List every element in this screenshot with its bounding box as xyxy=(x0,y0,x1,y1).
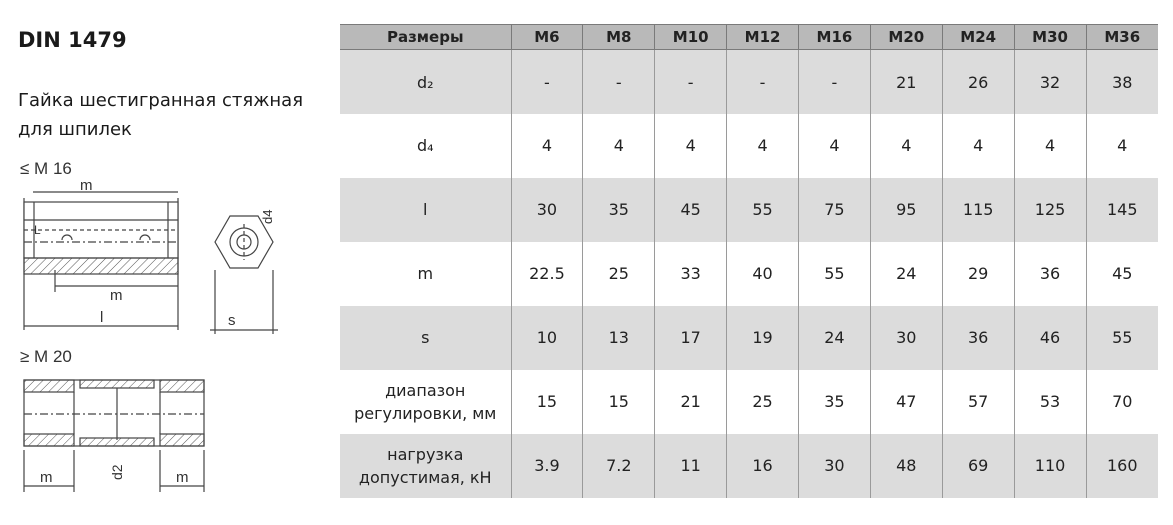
table-cell: - xyxy=(655,50,727,115)
column-header: M24 xyxy=(942,25,1014,50)
table-cell: 45 xyxy=(1086,242,1158,306)
dim-d4: d4 xyxy=(260,209,275,224)
table-cell: 36 xyxy=(1014,242,1086,306)
table-row-m xyxy=(340,242,1158,306)
table-cell: - xyxy=(583,50,655,115)
table-cell: 4 xyxy=(727,114,799,178)
column-header: M20 xyxy=(870,25,942,50)
dim-d2: d2 xyxy=(109,464,125,480)
row-label: d₄ xyxy=(340,114,511,178)
row-label-line: диапазон xyxy=(385,380,466,400)
row-label xyxy=(340,434,511,498)
table-cell: 115 xyxy=(942,178,1014,242)
table-cell: 24 xyxy=(870,242,942,306)
table-cell: 25 xyxy=(583,242,655,306)
row-label: m xyxy=(340,242,511,306)
table-cell: - xyxy=(511,50,583,115)
table-cell: 145 xyxy=(1086,178,1158,242)
table-cell: 38 xyxy=(1086,50,1158,115)
table-cell: 21 xyxy=(870,50,942,115)
table-cell: 30 xyxy=(870,306,942,370)
row-label: l xyxy=(340,178,511,242)
table-row-s xyxy=(340,306,1158,370)
row-label-line: допустимая, кН xyxy=(358,467,492,487)
table-cell: 30 xyxy=(799,434,871,498)
product-description: Гайка шестигранная стяжная для шпилек xyxy=(18,90,304,140)
table-cell: 26 xyxy=(942,50,1014,115)
column-header: M16 xyxy=(799,25,871,50)
small-nut-end-view xyxy=(210,216,278,334)
table-cell: 32 xyxy=(1014,50,1086,115)
table-cell: 69 xyxy=(942,434,1014,498)
table-row-d2 xyxy=(340,50,1158,115)
dim-m-top: m xyxy=(80,177,93,194)
table-cell: 4 xyxy=(511,114,583,178)
table-cell: 15 xyxy=(583,370,655,434)
table-cell: 19 xyxy=(727,306,799,370)
row-label xyxy=(340,370,511,434)
table-cell: 33 xyxy=(655,242,727,306)
table-cell: 53 xyxy=(1014,370,1086,434)
size-label-large: ≥ M 20 xyxy=(20,347,72,366)
dim-m-lower-left: m xyxy=(40,469,53,486)
table-cell: 75 xyxy=(799,178,871,242)
table-cell: 16 xyxy=(727,434,799,498)
table-cell: 35 xyxy=(799,370,871,434)
table-cell: 110 xyxy=(1014,434,1086,498)
table-cell: 4 xyxy=(655,114,727,178)
table-row-d4 xyxy=(340,114,1158,178)
size-label-small: ≤ M 16 xyxy=(20,159,72,178)
column-header: M12 xyxy=(727,25,799,50)
table-cell: 10 xyxy=(511,306,583,370)
row-label-line: нагрузка xyxy=(387,444,464,464)
dimensions-table xyxy=(340,24,1158,498)
table-cell: 29 xyxy=(942,242,1014,306)
table-cell: 70 xyxy=(1086,370,1158,434)
table-cell: 55 xyxy=(1086,306,1158,370)
table-row-adjustment-range xyxy=(340,370,1158,434)
table-cell: 55 xyxy=(799,242,871,306)
table-cell: 24 xyxy=(799,306,871,370)
table-cell: 57 xyxy=(942,370,1014,434)
table-cell: 160 xyxy=(1086,434,1158,498)
table-cell: 30 xyxy=(511,178,583,242)
row-label: d₂ xyxy=(340,50,511,115)
table-cell: 95 xyxy=(870,178,942,242)
table-cell: 15 xyxy=(511,370,583,434)
column-header: M6 xyxy=(511,25,583,50)
table-cell: 4 xyxy=(1014,114,1086,178)
dim-m-lower-right: m xyxy=(176,469,189,486)
table-row-allowed-load xyxy=(340,434,1158,498)
table-cell: 21 xyxy=(655,370,727,434)
table-cell: 40 xyxy=(727,242,799,306)
table-cell: 4 xyxy=(942,114,1014,178)
dim-L: L xyxy=(34,223,41,237)
column-header: M10 xyxy=(655,25,727,50)
table-cell: 11 xyxy=(655,434,727,498)
table-cell: 17 xyxy=(655,306,727,370)
table-row-l xyxy=(340,178,1158,242)
table-header-row xyxy=(340,25,1158,50)
table-cell: 35 xyxy=(583,178,655,242)
page-title: DIN 1479 xyxy=(18,28,127,52)
column-header: M8 xyxy=(583,25,655,50)
table-cell: 48 xyxy=(870,434,942,498)
table-cell: 46 xyxy=(1014,306,1086,370)
table-cell: - xyxy=(727,50,799,115)
table-cell: 55 xyxy=(727,178,799,242)
column-header: M30 xyxy=(1014,25,1086,50)
table-cell: 4 xyxy=(870,114,942,178)
row-label: s xyxy=(340,306,511,370)
table-cell: 45 xyxy=(655,178,727,242)
table-cell: 36 xyxy=(942,306,1014,370)
table-cell: 25 xyxy=(727,370,799,434)
dim-m-mid: m xyxy=(110,287,123,304)
table-cell: 4 xyxy=(1086,114,1158,178)
table-cell: 125 xyxy=(1014,178,1086,242)
technical-drawing xyxy=(10,150,310,500)
column-header: M36 xyxy=(1086,25,1158,50)
dim-s: s xyxy=(228,312,236,329)
table-cell: 13 xyxy=(583,306,655,370)
dim-l: l xyxy=(100,309,104,326)
table-cell: 4 xyxy=(583,114,655,178)
table-cell: 3.9 xyxy=(511,434,583,498)
table-cell: 4 xyxy=(799,114,871,178)
table-cell: 47 xyxy=(870,370,942,434)
table-cell: 7.2 xyxy=(583,434,655,498)
table-cell: - xyxy=(799,50,871,115)
row-label-line: регулировки, мм xyxy=(354,403,497,423)
column-header-dimensions: Размеры xyxy=(340,25,511,50)
table-cell: 22.5 xyxy=(511,242,583,306)
